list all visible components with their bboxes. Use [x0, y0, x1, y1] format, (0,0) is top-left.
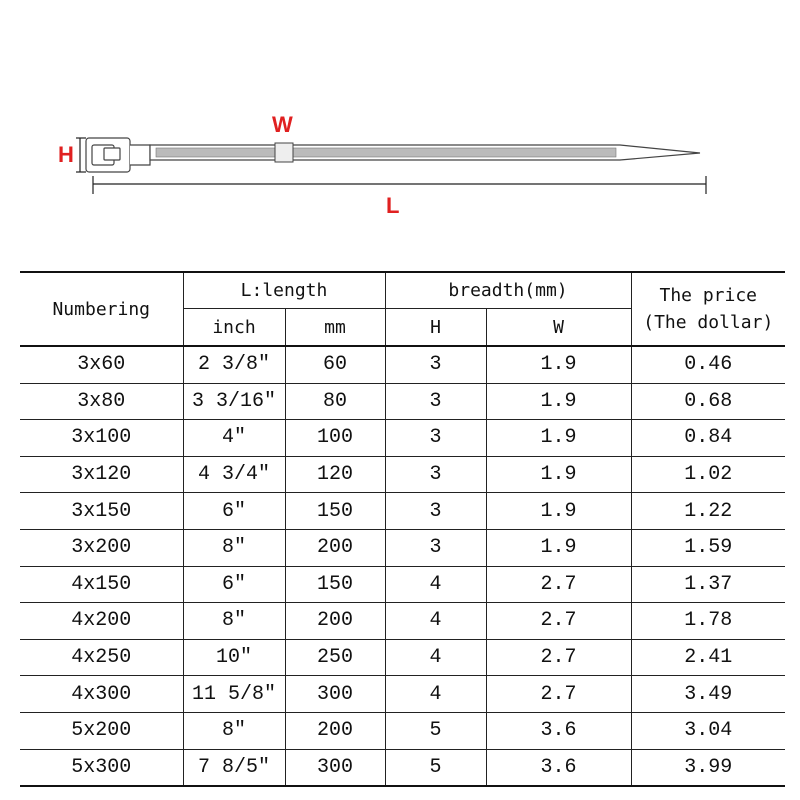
cell-w: 1.9	[486, 420, 631, 457]
cell-inch: 4 3/4″	[183, 456, 285, 493]
cell-inch: 10″	[183, 639, 285, 676]
cell-h: 4	[385, 566, 486, 603]
tie-head	[86, 138, 150, 172]
cell-h: 3	[385, 420, 486, 457]
cell-numbering: 3x150	[20, 493, 183, 530]
table-row	[20, 712, 785, 749]
header-breadth-group: breadth(mm)	[385, 272, 631, 309]
header-price	[631, 272, 785, 346]
table-row	[20, 639, 785, 676]
cell-price: 1.59	[631, 529, 785, 566]
spec-table-wrapper	[20, 271, 785, 787]
cell-mm: 300	[285, 749, 385, 786]
cell-w: 1.9	[486, 493, 631, 530]
height-dimension	[76, 138, 86, 172]
cell-numbering: 3x60	[20, 346, 183, 383]
cell-price: 0.68	[631, 383, 785, 420]
cell-w: 2.7	[486, 676, 631, 713]
cell-inch: 2 3/8″	[183, 346, 285, 383]
header-mm: mm	[285, 309, 385, 347]
cell-w: 2.7	[486, 566, 631, 603]
header-inch: inch	[183, 309, 285, 347]
cell-price: 1.22	[631, 493, 785, 530]
cell-w: 3.6	[486, 749, 631, 786]
cell-h: 4	[385, 676, 486, 713]
cell-inch: 6″	[183, 566, 285, 603]
cell-h: 5	[385, 712, 486, 749]
header-w: W	[486, 309, 631, 347]
cell-inch: 4″	[183, 420, 285, 457]
cell-numbering: 5x300	[20, 749, 183, 786]
cell-numbering: 4x300	[20, 676, 183, 713]
width-label: W	[272, 112, 293, 137]
cell-inch: 3 3/16″	[183, 383, 285, 420]
cell-w: 1.9	[486, 529, 631, 566]
length-label: L	[386, 193, 400, 218]
cell-price: 1.02	[631, 456, 785, 493]
table-row	[20, 456, 785, 493]
cell-numbering: 3x80	[20, 383, 183, 420]
table-row	[20, 603, 785, 640]
cell-numbering: 4x150	[20, 566, 183, 603]
cell-mm: 100	[285, 420, 385, 457]
cell-h: 5	[385, 749, 486, 786]
cell-mm: 150	[285, 493, 385, 530]
header-row-1	[20, 272, 785, 309]
cell-numbering: 5x200	[20, 712, 183, 749]
cell-h: 4	[385, 603, 486, 640]
header-length-group: L:length	[183, 272, 385, 309]
cell-mm: 60	[285, 346, 385, 383]
table-row	[20, 749, 785, 786]
spec-table	[20, 271, 785, 787]
cell-w: 3.6	[486, 712, 631, 749]
cell-price: 3.49	[631, 676, 785, 713]
cable-tie-drawing	[0, 0, 800, 240]
cell-mm: 200	[285, 712, 385, 749]
cell-inch: 8″	[183, 529, 285, 566]
cell-numbering: 3x100	[20, 420, 183, 457]
spec-table-body	[20, 346, 785, 786]
table-row	[20, 493, 785, 530]
cell-inch: 8″	[183, 603, 285, 640]
cell-w: 1.9	[486, 346, 631, 383]
cell-mm: 300	[285, 676, 385, 713]
cell-w: 1.9	[486, 383, 631, 420]
cell-price: 0.46	[631, 346, 785, 383]
cell-w: 2.7	[486, 639, 631, 676]
cell-mm: 250	[285, 639, 385, 676]
length-dimension	[93, 176, 706, 194]
table-row	[20, 529, 785, 566]
table-row	[20, 383, 785, 420]
height-label: H	[58, 142, 74, 167]
cell-price: 2.41	[631, 639, 785, 676]
cell-h: 4	[385, 639, 486, 676]
cell-numbering: 3x120	[20, 456, 183, 493]
cell-price: 3.04	[631, 712, 785, 749]
cell-mm: 80	[285, 383, 385, 420]
cell-w: 2.7	[486, 603, 631, 640]
cell-mm: 200	[285, 529, 385, 566]
cell-price: 3.99	[631, 749, 785, 786]
table-row	[20, 566, 785, 603]
cell-inch: 8″	[183, 712, 285, 749]
table-row	[20, 420, 785, 457]
cell-numbering: 4x250	[20, 639, 183, 676]
cell-price: 0.84	[631, 420, 785, 457]
cell-h: 3	[385, 346, 486, 383]
cell-numbering: 4x200	[20, 603, 183, 640]
header-h: H	[385, 309, 486, 347]
table-row	[20, 676, 785, 713]
cell-numbering: 3x200	[20, 529, 183, 566]
header-price-line2: (The dollar)	[643, 312, 774, 333]
cell-w: 1.9	[486, 456, 631, 493]
cell-mm: 200	[285, 603, 385, 640]
table-row	[20, 346, 785, 383]
cell-h: 3	[385, 493, 486, 530]
cell-h: 3	[385, 456, 486, 493]
header-numbering: Numbering	[20, 272, 183, 346]
cell-h: 3	[385, 383, 486, 420]
cell-inch: 6″	[183, 493, 285, 530]
tie-strap	[150, 143, 700, 162]
cell-mm: 150	[285, 566, 385, 603]
cell-inch: 7 8/5″	[183, 749, 285, 786]
cell-inch: 11 5/8″	[183, 676, 285, 713]
cell-price: 1.78	[631, 603, 785, 640]
cable-tie-diagram	[0, 0, 800, 240]
cell-mm: 120	[285, 456, 385, 493]
cell-h: 3	[385, 529, 486, 566]
cell-price: 1.37	[631, 566, 785, 603]
header-price-line1: The price	[659, 285, 758, 306]
